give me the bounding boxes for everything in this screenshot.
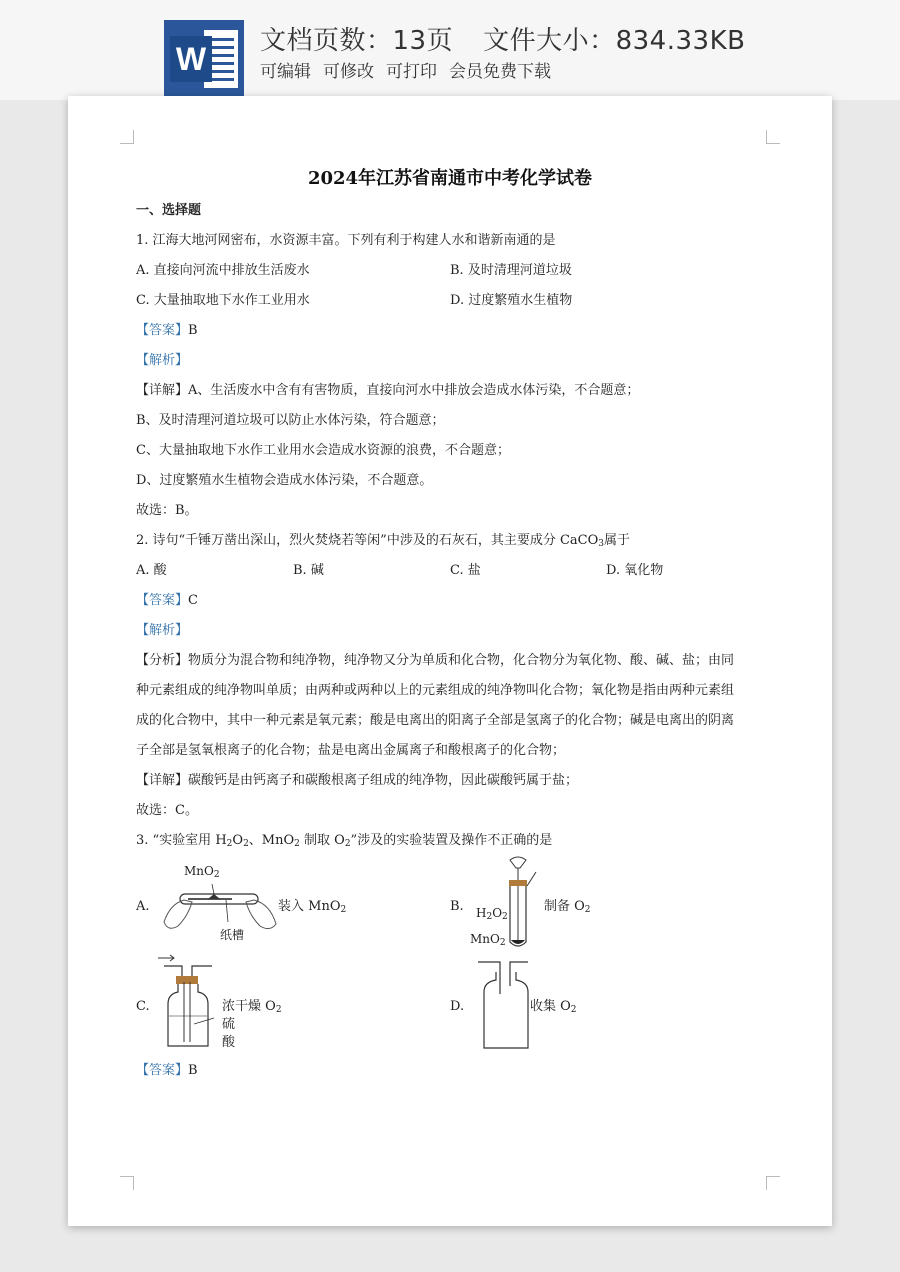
q2-option-d: D. 氧化物 [606,563,664,578]
q2-fenxi-3: 成的化合物中，其中一种元素是氧元素；酸是电离出的阳离子全部是氢离子的化合物；碱是电离出的阴离 [136,713,735,728]
q2-stem-end: 属于 [604,533,631,548]
gas-collecting-bottle-figure [478,958,534,1052]
gas-washing-bottle-figure [156,954,220,1054]
q2-option-c: C. 盐 [450,563,481,578]
section-heading: 一、选择题 [136,203,202,218]
q2-conclusion: 故选：C。 [136,803,198,818]
label-text: MnO [184,864,214,878]
answer-tag: 【答案】 [136,1063,189,1078]
label-text: MnO [470,932,500,946]
q2-fenxi-4: 子全部是氢氧根离子的化合物；盐是电离出金属离子和酸根离子的化合物； [136,743,566,758]
q1-stem: 1. 江海大地河网密布，水资源丰富。下列有利于构建人水和谐新南通的是 [136,233,556,248]
q1-conclusion: 故选：B。 [136,503,198,518]
answer-tag: 【答案】 [136,323,189,338]
fenxi-text: 物质分为混合物和纯净物，纯净物又分为单质和化合物，化合物分为氧化物、酸、碱、盐；由同 [188,653,735,668]
q1-option-b: B. 及时清理河道垃圾 [450,263,572,278]
word-icon [164,20,244,98]
caption-text: 制备 O [544,899,585,914]
subscript: 2 [344,839,351,849]
crop-mark [766,1176,780,1190]
subscript: 2 [502,912,508,922]
stem-part: 、MnO [248,833,295,848]
file-size: 文件大小：834.33KB [483,26,746,56]
stem-part: ”涉及的实验装置及操作不正确的是 [350,833,553,848]
b-h2o2-label [476,906,508,922]
q3-option-b-letter: B. [450,899,464,914]
crop-mark [766,130,780,144]
subscript: 2 [226,839,233,849]
fenxi-tag: 【分析】 [136,653,189,668]
q2-answer [136,592,198,610]
promo-banner [0,0,900,100]
caption-text: 浓 [222,999,236,1014]
stem-part: 3. “实验室用 H [136,833,227,848]
answer-value: B [188,1063,198,1078]
feature-printable: 可打印 [386,62,437,82]
crop-mark [120,130,134,144]
page-title: 2024年江苏省南通市中考化学试卷 [307,168,593,189]
q1-detail-1 [136,382,639,400]
feature-modifiable: 可修改 [323,62,374,82]
q1-detail-4: D、过度繁殖水生植物会造成水体污染，不合题意。 [136,473,433,488]
subscript: 2 [294,839,300,849]
subscript: 2 [486,912,493,922]
q2-option-b: B. 碱 [293,563,324,578]
detail-text: 碳酸钙是由钙离子和碳酸根离子组成的纯净物，因此碳酸钙属于盐； [188,773,579,788]
q1-detail-3: C、大量抽取地下水作工业用水会造成水资源的浪费，不合题意； [136,443,510,458]
q3-answer [136,1062,198,1080]
q2-analysis-tag: 【解析】 [136,623,189,638]
word-icon-letter: W [175,41,207,77]
subscript: 2 [340,905,347,915]
detail-text: A、生活废水中含有有害物质，直接向河水中排放会造成水体污染，不合题意； [188,383,640,398]
a-paper-trough-label: 纸槽 [220,928,245,942]
q2-option-a: A. 酸 [136,563,167,578]
answer-value: C [188,593,198,608]
q2-stem [136,532,630,553]
subscript: 2 [570,1005,577,1015]
caption-text: 装入 MnO [278,899,341,914]
q3-option-d-letter: D. [450,999,465,1014]
q3-stem [136,832,552,853]
label-text: H [476,906,487,920]
q1-option-d: D. 过度繁殖水生植物 [450,293,573,308]
detail-tag: 【详解】 [136,383,189,398]
stem-part: 制取 O [299,833,345,848]
b-caption [544,898,591,919]
subscript: 2 [499,938,506,948]
q3-option-a-letter: A. [136,899,150,914]
label-text: O [492,906,503,920]
q2-fenxi-1 [136,652,734,670]
page-count: 文档页数：13页 [260,26,454,56]
q2-fenxi-2: 种元素组成的纯净物叫单质；由两种或两种以上的元素组成的纯净物叫化合物；氧化物是指由两种元素组 [136,683,735,698]
subscript: 2 [243,839,249,849]
feature-list [260,57,563,82]
q1-option-a: A. 直接向河流中排放生活废水 [136,263,310,278]
q1-answer [136,322,198,340]
caption-text: 干燥 O [235,999,276,1014]
q2-stem-text: 2. 诗句“千锤万凿出深山，烈火焚烧若等闲”中涉及的石灰石，其主要成分 CaCO [136,533,599,548]
b-mno2-label [470,932,506,948]
a-caption [278,898,346,919]
d-caption [530,998,577,1019]
feature-editable: 可编辑 [260,62,311,82]
feature-member-download: 会员免费下载 [449,62,551,82]
q1-detail-2: B、及时清理河道垃圾可以防止水体污染，符合题意； [136,413,445,428]
doc-stats [260,20,745,57]
document-page [68,96,832,1226]
q2-detail-1 [136,772,578,790]
detail-tag: 【详解】 [136,773,189,788]
answer-tag: 【答案】 [136,593,189,608]
subscript: 2 [213,870,220,880]
subscript: 3 [598,539,604,549]
caption-text: 收集 O [530,999,571,1014]
c-label-suan: 酸 [222,1035,236,1050]
answer-value: B [188,323,198,338]
q1-analysis-tag: 【解析】 [136,353,189,368]
subscript: 2 [275,1005,282,1015]
stem-part: O [232,833,244,848]
subscript: 2 [584,905,591,915]
a-mno2-label [184,864,220,880]
q3-option-c-letter: C. [136,999,150,1014]
c-label-liu: 硫 [222,1017,236,1032]
q1-option-c: C. 大量抽取地下水作工业用水 [136,293,310,308]
crop-mark [120,1176,134,1190]
